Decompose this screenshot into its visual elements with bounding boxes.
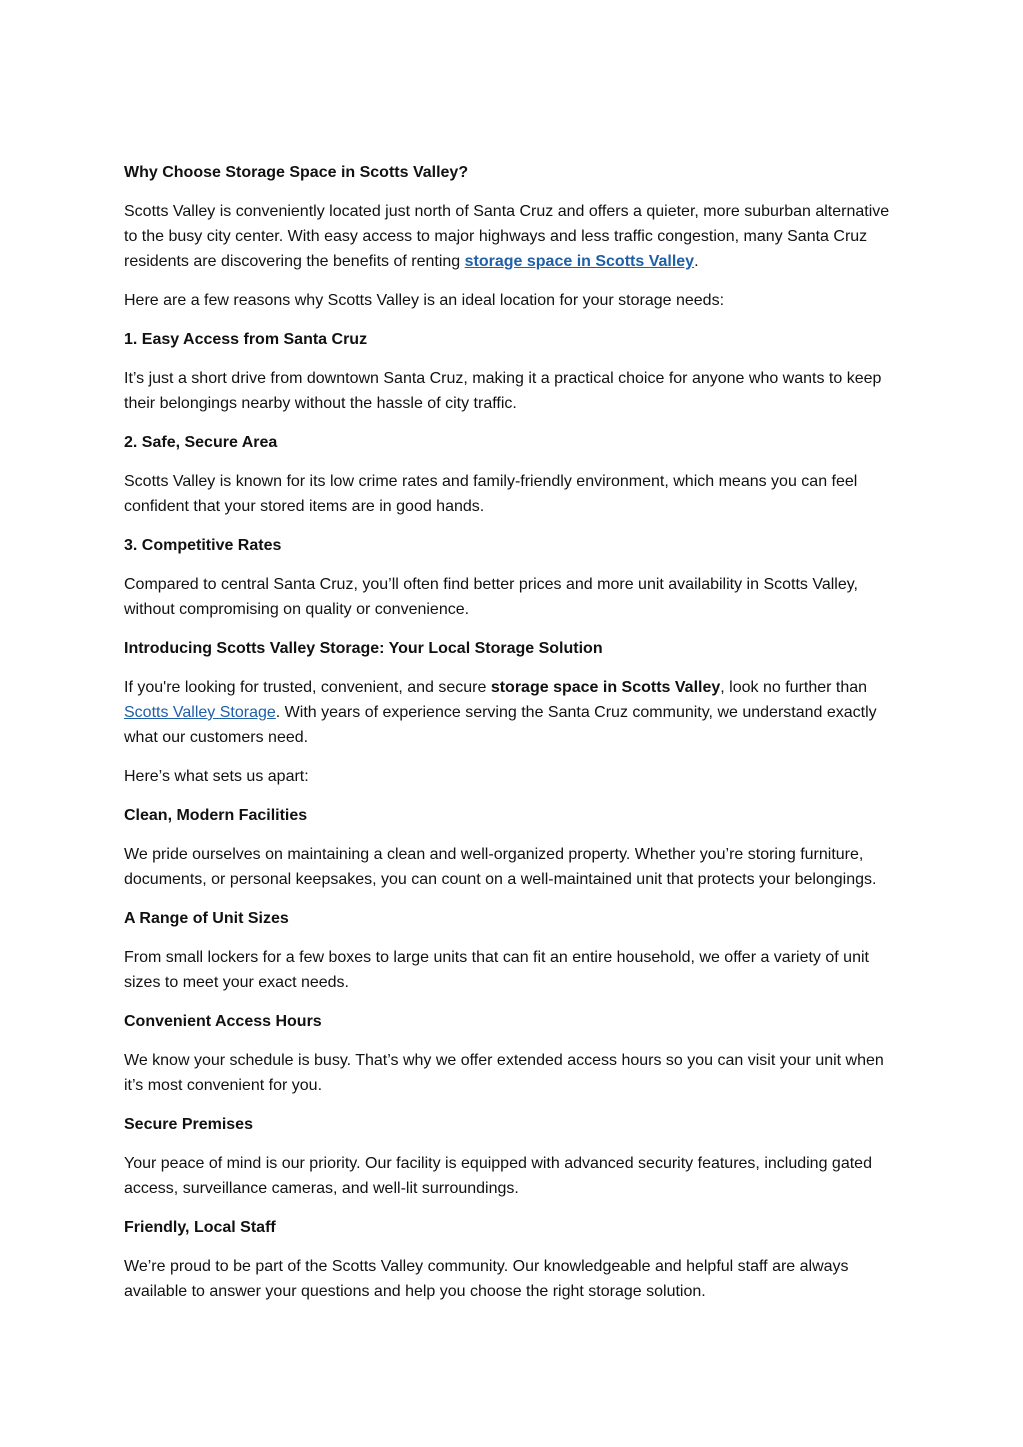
paragraph-local-staff: We’re proud to be part of the Scotts Valley community. Our knowledgeable and helpful staff are always available to answer your questions and help you choose the right storage solution. bbox=[124, 1258, 849, 1300]
paragraph-svs bbox=[124, 675, 899, 750]
heading-reason-3: 3. Competitive Rates bbox=[124, 537, 282, 554]
heading-local-staff: Friendly, Local Staff bbox=[124, 1219, 276, 1236]
paragraph-reasons-lead: Here are a few reasons why Scotts Valley is an ideal location for your storage needs: bbox=[124, 292, 725, 309]
heading-introducing: Introducing Scotts Valley Storage: Your Local Storage Solution bbox=[124, 640, 603, 657]
paragraph-reason-2: Scotts Valley is known for its low crime rates and family-friendly environment, which means you can feel confident that your stored items are in good hands. bbox=[124, 473, 858, 515]
heading-reason-2: 2. Safe, Secure Area bbox=[124, 434, 278, 451]
svs-text-start: If you're looking for trusted, convenient, and secure bbox=[124, 679, 491, 696]
heading-secure-premises: Secure Premises bbox=[124, 1116, 253, 1133]
paragraph-sets-apart: Here’s what sets us apart: bbox=[124, 768, 309, 785]
paragraph-reason-3: Compared to central Santa Cruz, you’ll often find better prices and more unit availability in Scotts Valley, without compromising on quality or convenience. bbox=[124, 576, 858, 618]
heading-clean-facilities: Clean, Modern Facilities bbox=[124, 807, 308, 824]
paragraph-access-hours: We know your schedule is busy. That’s why we offer extended access hours so you can visit your unit when it’s most convenient for you. bbox=[124, 1052, 884, 1094]
svs-bold-phrase: storage space in Scotts Valley bbox=[490, 679, 721, 696]
svs-text-mid: , look no further than bbox=[720, 679, 868, 696]
svs-text-end: . With years of experience serving the Santa Cruz community, we understand exactly what our customers need. bbox=[124, 704, 877, 746]
heading-access-hours: Convenient Access Hours bbox=[124, 1013, 322, 1030]
heading-reason-1: 1. Easy Access from Santa Cruz bbox=[124, 331, 368, 348]
intro-text: Scotts Valley is conveniently located just north of Santa Cruz and offers a quieter, more suburban alternative to the busy city center. With easy access to major highways and less traffic congestion, many Santa Cruz residents are discovering the benefits of renting bbox=[124, 203, 890, 270]
paragraph-secure-premises: Your peace of mind is our priority. Our facility is equipped with advanced security features, including gated access, surveillance cameras, and well-lit surroundings. bbox=[124, 1155, 872, 1197]
storage-space-link[interactable]: storage space in Scotts Valley bbox=[464, 253, 695, 270]
paragraph-unit-sizes: From small lockers for a few boxes to large units that can fit an entire household, we offer a variety of unit sizes to meet your exact needs. bbox=[124, 949, 869, 991]
paragraph-clean-facilities: We pride ourselves on maintaining a clean and well-organized property. Whether you’re storing furniture, documents, or personal keepsakes, you can count on a well-maintained unit that protects your belongings. bbox=[124, 846, 877, 888]
paragraph-intro bbox=[124, 199, 899, 274]
heading-unit-sizes: A Range of Unit Sizes bbox=[124, 910, 289, 927]
paragraph-reason-1: It’s just a short drive from downtown Santa Cruz, making it a practical choice for anyone who wants to keep their belongings nearby without the hassle of city traffic. bbox=[124, 370, 882, 412]
intro-period: . bbox=[694, 253, 699, 270]
heading-why-choose: Why Choose Storage Space in Scotts Valley? bbox=[124, 164, 469, 181]
document-body bbox=[124, 160, 899, 1318]
scotts-valley-storage-link[interactable]: Scotts Valley Storage bbox=[124, 704, 276, 721]
